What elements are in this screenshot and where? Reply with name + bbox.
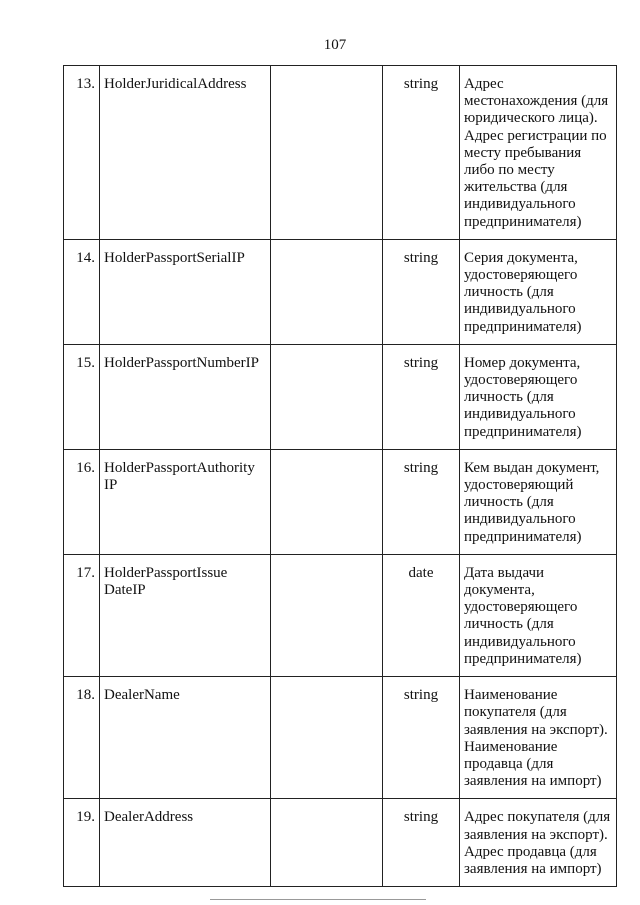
field-name: HolderPassportAuthority IP	[100, 449, 271, 554]
row-number: 19.	[64, 799, 100, 887]
row-number: 17.	[64, 554, 100, 676]
page-number: 107	[323, 37, 347, 53]
field-type: string	[383, 66, 460, 240]
table-row	[64, 239, 617, 344]
empty-cell	[271, 449, 383, 554]
specification-table	[63, 65, 617, 887]
field-type: string	[383, 799, 460, 887]
empty-cell	[271, 344, 383, 449]
table-row	[64, 554, 617, 676]
table-row	[64, 344, 617, 449]
field-description: Адрес местонахождения (для юридического лица). Адрес регистрации по месту пребывания либо по месту жительства (для индивидуального предпринимателя)	[460, 66, 617, 240]
empty-cell	[271, 677, 383, 799]
field-type: date	[383, 554, 460, 676]
field-name: HolderPassportSerialIP	[100, 239, 271, 344]
field-name: DealerAddress	[100, 799, 271, 887]
field-name: DealerName	[100, 677, 271, 799]
field-type: string	[383, 344, 460, 449]
table-row	[64, 66, 617, 240]
empty-cell	[271, 239, 383, 344]
row-number: 16.	[64, 449, 100, 554]
bottom-divider	[210, 899, 426, 900]
field-description: Кем выдан документ, удостоверяющий личность (для индивидуального предпринимателя)	[460, 449, 617, 554]
field-description: Дата выдачи документа, удостоверяющего личность (для индивидуального предпринимателя)	[460, 554, 617, 676]
table-row	[64, 799, 617, 887]
row-number: 13.	[64, 66, 100, 240]
field-name: HolderPassportNumberIP	[100, 344, 271, 449]
empty-cell	[271, 554, 383, 676]
row-number: 14.	[64, 239, 100, 344]
empty-cell	[271, 66, 383, 240]
row-number: 15.	[64, 344, 100, 449]
row-number: 18.	[64, 677, 100, 799]
field-type: string	[383, 677, 460, 799]
empty-cell	[271, 799, 383, 887]
field-name: HolderPassportIssue DateIP	[100, 554, 271, 676]
field-description: Серия документа, удостоверяющего личность (для индивидуального предпринимателя)	[460, 239, 617, 344]
table-row	[64, 677, 617, 799]
field-type: string	[383, 449, 460, 554]
field-name: HolderJuridicalAddress	[100, 66, 271, 240]
field-description: Адрес покупателя (для заявления на экспорт). Адрес продавца (для заявления на импорт)	[460, 799, 617, 887]
field-description: Наименование покупателя (для заявления на экспорт). Наименование продавца (для заявления на импорт)	[460, 677, 617, 799]
field-type: string	[383, 239, 460, 344]
field-description: Номер документа, удостоверяющего личность (для индивидуального предпринимателя)	[460, 344, 617, 449]
table-row	[64, 449, 617, 554]
